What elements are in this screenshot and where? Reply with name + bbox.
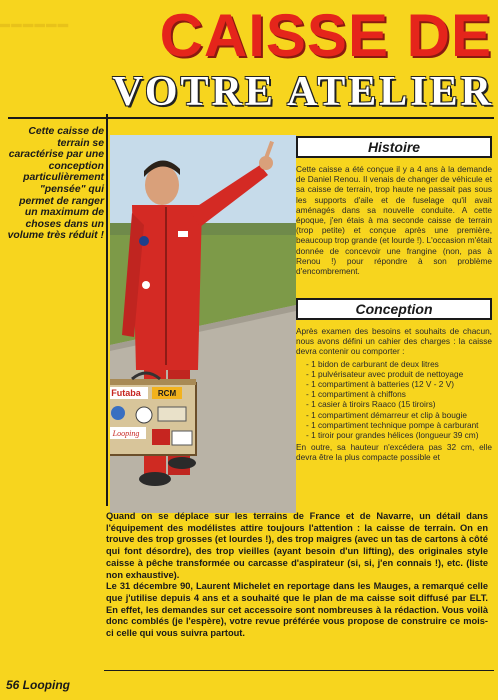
conception-section — [296, 298, 492, 463]
faded-header-remnant: ━━━━━━ — [0, 18, 70, 35]
list-item: - 1 compartiment à batteries (12 V - 2 V) — [306, 379, 455, 390]
conception-list — [306, 359, 492, 441]
histoire-heading: Histoire — [296, 136, 492, 158]
photo-divider-line — [106, 114, 108, 506]
list-item: - 1 compartiment à chiffons — [306, 389, 406, 400]
top-rule — [8, 117, 494, 119]
histoire-text: Cette caisse a été conçue il y a 4 ans à la demande de Daniel Renou. Il venais de changer de véhicule et sa caisse de terrain, trop haute ne passait pas sous les supports d'aile et de fuselage qu'il avait aménagés dans sa nouvelle conduite. A cette époque, j'en étais à ma seconde caisse de terrain (trop petite) et conçue après une première, beaucoup trop grande (et lourde !). L'occasion m'était donnée de concevoir une frangine (non, pas à Renou !) pour répondre à son problème d'encombrement. — [296, 164, 492, 277]
sticker-rcm: RCM — [157, 389, 177, 398]
body-paragraph-1: Quand on se déplace sur les terrains de France et de Navarre, un détail dans l'équipement des modélistes attire toujours l'attention : la caisse de terrain. On en trouve des trop grosses (et lourdes !), des trop maigres (avec un tas de cartons à côté qui font désordre), des trop vieilles (ayant besoin d'un lifting), des originales style caisse à pêche transformée ou carcasse d'aspirateur (si, si, j'en connais !), etc. (liste non exhaustive). — [106, 511, 488, 580]
conception-outro: En outre, sa hauteur n'excédera pas 32 cm, elle devra être la plus compacte possible et — [296, 442, 492, 463]
sticker-looping: Looping — [112, 429, 140, 438]
body-paragraph-2: Le 31 décembre 90, Laurent Michelet en reportage dans les Mauges, a remarqué celle que j'utilise depuis 4 ans et a souhaité que le plan de ma caisse soit diffusé par ELT. En effet, les demandes sur cet accessoire sont nombreuses à la rédaction. Vous voilà donc comblés (je l'espère), votre revue préférée vous propose de construire ce mois-ci celle qui vous suivra partout. — [106, 581, 488, 639]
list-item: - 1 casier à tiroirs Raaco (15 tiroirs) — [306, 399, 436, 410]
article-body — [106, 511, 488, 640]
list-item: - 1 pulvérisateur avec produit de nettoyage — [306, 368, 464, 379]
histoire-section — [296, 136, 492, 276]
list-item: - 1 bidon de carburant de deux litres — [306, 358, 439, 369]
page-footer: 56 Looping — [6, 678, 70, 692]
list-item: - 1 compartiment technique pompe à carburant — [306, 419, 479, 430]
bottom-rule — [104, 670, 494, 671]
page-title-line2: VOTRE ATELIER — [112, 69, 494, 115]
photo-caption: Cette caisse de terrain se caractérise par une conception particulièrement "pensée" qui permet de ranger un maximum de choses dans un volume très réduit ! — [7, 126, 104, 242]
conception-intro: Après examen des besoins et souhaits de chacun, nous avons défini un cahier des charges : la caisse devra contenir ou comporter : — [296, 326, 492, 357]
conception-heading: Conception — [296, 298, 492, 320]
photo-man-with-field-box — [110, 135, 296, 513]
page-title-line1: CAISSE DE — [159, 2, 492, 69]
list-item: - 1 tiroir pour grandes hélices (longueur 39 cm) — [306, 430, 479, 441]
list-item: - 1 compartiment démarreur et clip à bougie — [306, 409, 467, 420]
sticker-futaba: Futaba — [111, 388, 141, 398]
